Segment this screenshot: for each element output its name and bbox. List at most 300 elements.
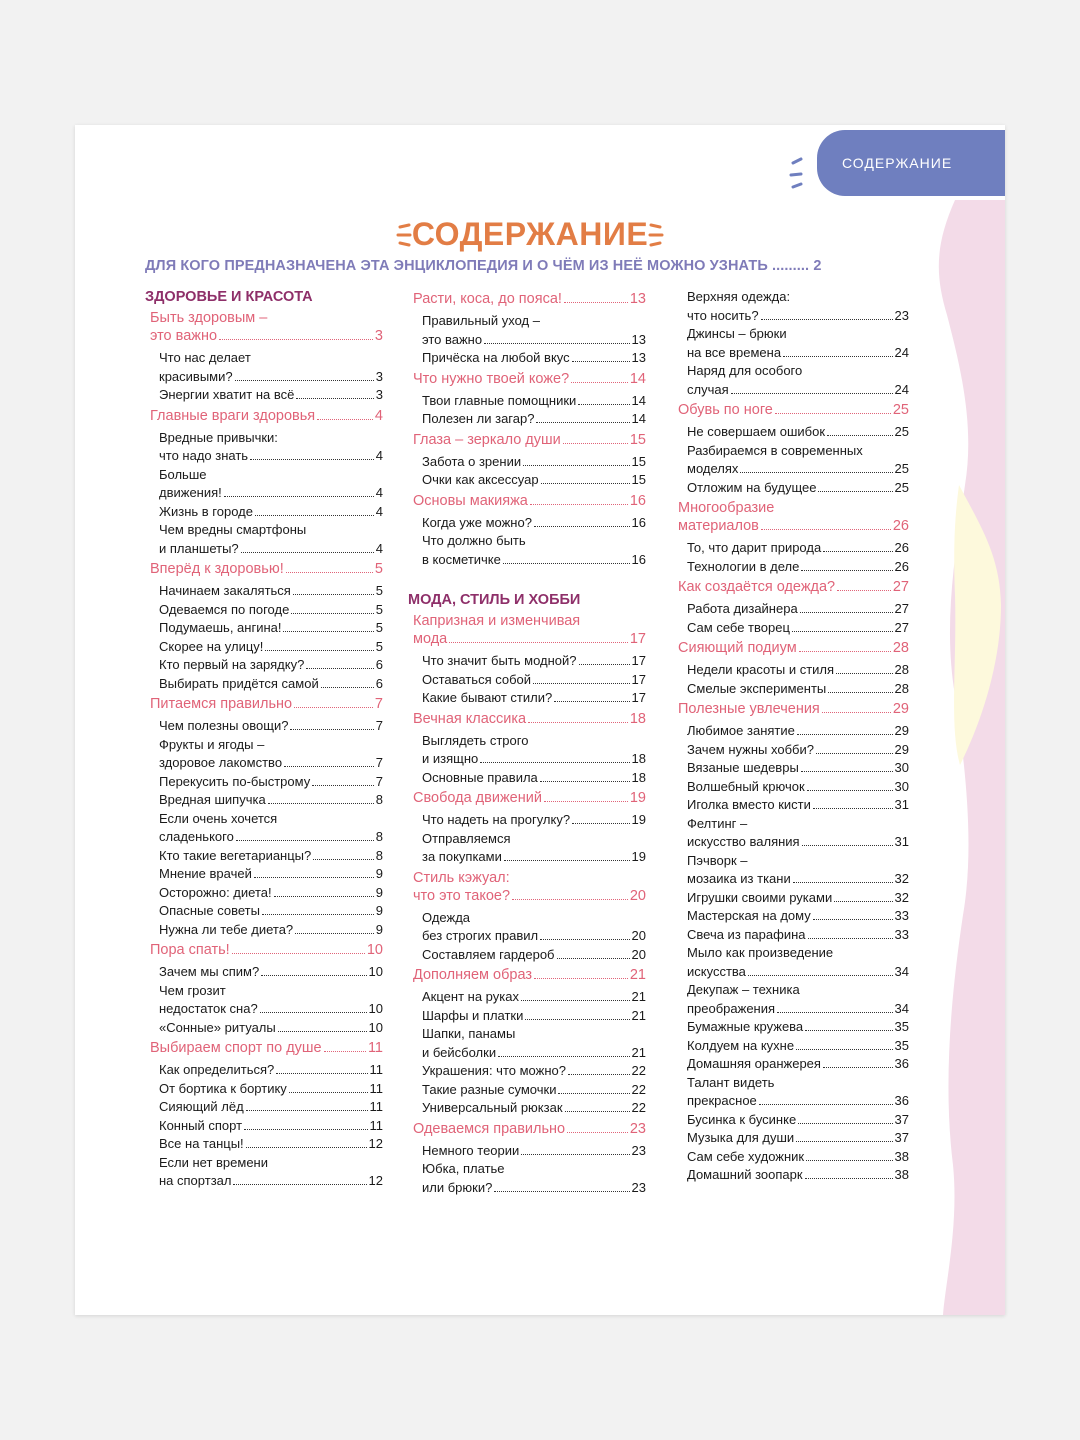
entry-title: Забота о зрении — [422, 453, 522, 469]
dot-leader — [540, 781, 630, 782]
toc-chapter[interactable] — [150, 941, 383, 959]
toc-item[interactable] — [687, 1111, 909, 1130]
toc-item[interactable] — [159, 773, 383, 792]
toc-item[interactable] — [687, 1166, 909, 1185]
dot-leader — [783, 356, 892, 357]
toc-chapter[interactable] — [413, 370, 646, 388]
toc-chapter[interactable] — [678, 401, 909, 419]
toc-item[interactable] — [422, 349, 646, 368]
page-number: 15 — [631, 472, 646, 487]
toc-column-3 — [673, 288, 909, 1185]
toc-chapter[interactable] — [678, 578, 909, 596]
title-right-rays-icon — [643, 223, 665, 249]
dot-leader — [813, 919, 893, 920]
dot-leader — [235, 380, 374, 381]
toc-item[interactable] — [422, 1081, 646, 1100]
dot-leader — [521, 1000, 630, 1001]
dot-leader — [449, 642, 628, 643]
page-number: 5 — [375, 583, 383, 598]
entry-title: и бейсболки — [422, 1044, 497, 1060]
page-number: 24 — [894, 344, 909, 360]
intro-title: ДЛЯ КОГО ПРЕДНАЗНАЧЕНА ЭТА ЭНЦИКЛОПЕДИЯ И О ЧЁМ ИЗ НЕЁ МОЖНО УЗНАТЬ — [145, 258, 768, 274]
page-number: 13 — [629, 291, 646, 307]
dot-leader — [283, 631, 373, 632]
page-number: 28 — [894, 662, 909, 677]
toc-item[interactable] — [687, 1055, 909, 1074]
entry-title: мозаика из ткани — [687, 871, 791, 886]
toc-item[interactable] — [687, 325, 909, 362]
toc-chapter[interactable] — [413, 1120, 646, 1138]
dot-leader — [557, 958, 630, 959]
page-number: 22 — [631, 1100, 646, 1115]
page-number: 25 — [894, 479, 909, 495]
toc-item[interactable] — [422, 1142, 646, 1161]
toc-chapter[interactable] — [678, 700, 909, 718]
toc-item[interactable] — [159, 521, 383, 558]
dot-leader — [828, 692, 892, 693]
page-number: 30 — [894, 760, 909, 775]
toc-chapter[interactable] — [150, 560, 383, 578]
entry-title: красивыми? — [159, 368, 233, 384]
toc-item[interactable] — [422, 909, 646, 946]
toc-item[interactable] — [159, 865, 383, 884]
toc-item[interactable] — [159, 656, 383, 675]
toc-item[interactable] — [422, 1007, 646, 1026]
entry-title: Отложим на будущее — [687, 479, 817, 495]
toc-chapter[interactable] — [150, 407, 383, 425]
toc-item[interactable] — [159, 386, 383, 405]
toc-item[interactable] — [422, 1025, 646, 1062]
toc-item[interactable] — [687, 852, 909, 889]
toc-item[interactable] — [159, 1061, 383, 1080]
toc-item[interactable] — [159, 619, 383, 638]
toc-column-1 — [145, 288, 383, 1191]
page-number: 8 — [375, 792, 383, 807]
section-heading: ЗДОРОВЬЕ И КРАСОТА — [145, 289, 313, 305]
toc-item[interactable] — [159, 902, 383, 921]
entry-title: Осторожно: диета! — [159, 884, 272, 900]
entry-title: моделях — [687, 461, 739, 476]
toc-item[interactable] — [687, 759, 909, 778]
toc-item[interactable] — [422, 689, 646, 708]
page-number: 17 — [629, 631, 646, 647]
toc-item[interactable] — [687, 722, 909, 741]
toc-item[interactable] — [687, 558, 909, 577]
entry-title: Колдуем на кухне — [687, 1037, 795, 1053]
page-number: 34 — [894, 1000, 909, 1016]
page-number: 19 — [631, 849, 646, 864]
toc-chapter[interactable] — [678, 639, 909, 657]
page-number: 23 — [894, 307, 909, 323]
entry-title: Музыка для души — [687, 1130, 795, 1145]
toc-chapter[interactable] — [678, 499, 909, 535]
toc-item[interactable] — [159, 1080, 383, 1099]
entry-title: Многообразие — [678, 500, 775, 516]
toc-item[interactable] — [687, 661, 909, 680]
page-number: 28 — [894, 680, 909, 696]
toc-item[interactable] — [422, 1160, 646, 1197]
toc-chapter[interactable] — [413, 966, 646, 984]
tab-rays-icon — [787, 155, 811, 195]
toc-item[interactable] — [687, 944, 909, 981]
entry-title: мода — [413, 631, 448, 647]
entry-title: Немного теории — [422, 1142, 520, 1158]
toc-item[interactable] — [422, 671, 646, 690]
dot-leader — [801, 771, 893, 772]
toc-item[interactable] — [159, 717, 383, 736]
entry-title: Если очень хочется — [159, 810, 278, 826]
entry-title: движения! — [159, 485, 222, 500]
page-number: 13 — [631, 350, 646, 365]
dot-leader — [294, 707, 373, 708]
entry-title: это важно — [150, 328, 218, 344]
page-number: 8 — [375, 847, 383, 863]
toc-chapter[interactable] — [413, 492, 646, 510]
toc-item[interactable] — [422, 532, 646, 569]
dot-leader — [568, 1074, 630, 1075]
toc-item[interactable] — [422, 769, 646, 788]
toc-item[interactable] — [422, 392, 646, 411]
toc-chapter[interactable] — [413, 431, 646, 449]
toc-item[interactable] — [159, 847, 383, 866]
intro-entry[interactable] — [145, 258, 925, 274]
toc-item[interactable] — [687, 1148, 909, 1167]
dot-leader — [554, 701, 629, 702]
entry-title: Мыло как произведение — [687, 945, 834, 960]
toc-item[interactable] — [159, 963, 383, 982]
entry-title: материалов — [678, 518, 759, 534]
toc-item[interactable] — [159, 1019, 383, 1038]
dot-leader — [254, 877, 374, 878]
entry-title: Что надеть на прогулку? — [422, 812, 571, 827]
toc-item[interactable] — [422, 732, 646, 769]
entry-title: Жизнь в городе — [159, 503, 253, 519]
toc-item[interactable] — [159, 1098, 383, 1117]
entry-title: Если нет времени — [159, 1154, 269, 1170]
entry-title: прекрасное — [687, 1093, 757, 1108]
dot-leader — [822, 712, 891, 713]
entry-title: преображения — [687, 1000, 776, 1016]
entry-title: Не совершаем ошибок — [687, 424, 826, 439]
toc-item[interactable] — [159, 429, 383, 466]
page-number: 28 — [892, 640, 909, 656]
page-number: 7 — [375, 718, 383, 733]
toc-item[interactable] — [687, 619, 909, 638]
toc-item[interactable] — [422, 471, 646, 490]
toc-item[interactable] — [687, 1018, 909, 1037]
page-number: 4 — [375, 540, 383, 556]
entry-title: Чем вредны смартфоны — [159, 522, 307, 537]
entry-title: Технологии в деле — [687, 558, 800, 574]
entry-title: Такие разные сумочки — [422, 1081, 557, 1097]
toc-item[interactable] — [687, 680, 909, 699]
dot-leader — [806, 1160, 892, 1161]
page-number: 14 — [629, 370, 646, 387]
toc-chapter[interactable] — [413, 612, 646, 648]
toc-item[interactable] — [159, 791, 383, 810]
toc-item[interactable] — [687, 741, 909, 760]
entry-title: Одежда — [422, 909, 471, 925]
toc-item[interactable] — [422, 946, 646, 965]
toc-item[interactable] — [687, 479, 909, 498]
page-number: 35 — [894, 1037, 909, 1053]
dot-leader — [540, 939, 629, 940]
toc-chapter[interactable] — [413, 710, 646, 728]
page-number: 5 — [375, 620, 383, 635]
page-number: 20 — [629, 887, 646, 904]
toc-column-2 — [408, 288, 646, 1197]
entry-title: Скорее на улицу! — [159, 638, 264, 654]
entry-title: Бумажные кружева — [687, 1019, 804, 1034]
toc-item[interactable] — [687, 442, 909, 479]
entry-title: Любимое занятие — [687, 723, 795, 738]
toc-item[interactable] — [687, 1129, 909, 1148]
toc-item[interactable] — [159, 1135, 383, 1154]
entry-title: Шарфы и платки — [422, 1007, 524, 1023]
toc-item[interactable] — [159, 884, 383, 903]
dot-leader — [578, 404, 629, 405]
toc-item[interactable] — [159, 1117, 383, 1136]
page-number: 23 — [629, 1120, 646, 1137]
dot-leader — [293, 594, 374, 595]
toc-item[interactable] — [159, 466, 383, 503]
dot-leader — [236, 840, 374, 841]
toc-item[interactable] — [159, 921, 383, 940]
page-number: 31 — [894, 797, 909, 812]
entry-title: Вперёд к здоровью! — [150, 561, 284, 577]
page-number: 23 — [631, 1142, 646, 1158]
page-number: 5 — [375, 601, 383, 617]
toc-item[interactable] — [159, 349, 383, 386]
dot-leader — [286, 572, 373, 573]
entry-title: Полезные увлечения — [678, 701, 820, 717]
page-number: 20 — [631, 928, 646, 943]
toc-item[interactable] — [422, 811, 646, 830]
toc-item[interactable] — [159, 503, 383, 522]
toc-item[interactable] — [422, 312, 646, 349]
entry-title: Иголка вместо кисти — [687, 797, 811, 812]
entry-title: это важно — [422, 331, 483, 347]
entry-title: Выбирать придётся самой — [159, 675, 319, 691]
page-number: 23 — [631, 1179, 646, 1195]
entry-title: Бусинка к бусинке — [687, 1111, 797, 1127]
entry-title: Основные правила — [422, 769, 538, 785]
entry-title: Фрукты и ягоды – — [159, 736, 265, 752]
toc-item[interactable] — [422, 652, 646, 671]
dot-leader — [544, 801, 628, 802]
entry-title: Вредные привычки: — [159, 429, 278, 445]
page-number: 7 — [375, 773, 383, 789]
dot-leader — [813, 808, 893, 809]
dot-leader — [533, 683, 629, 684]
page-number: 5 — [375, 638, 383, 654]
toc-chapter[interactable] — [413, 789, 646, 807]
dot-leader — [759, 1104, 893, 1105]
toc-item[interactable] — [687, 1074, 909, 1111]
page-number: 27 — [894, 601, 909, 616]
page-number: 32 — [894, 871, 909, 886]
toc-item[interactable] — [422, 1062, 646, 1081]
toc-item[interactable] — [687, 815, 909, 852]
entry-title: или брюки? — [422, 1179, 493, 1195]
page-number: 11 — [367, 1040, 383, 1056]
dot-leader — [836, 673, 892, 674]
toc-item[interactable] — [159, 582, 383, 601]
entry-title: Составляем гардероб — [422, 946, 555, 962]
dot-leader — [246, 1147, 367, 1148]
dot-leader — [306, 668, 373, 669]
page-number: 21 — [631, 1007, 646, 1023]
page-number: 16 — [629, 492, 646, 509]
page-number: 20 — [631, 946, 646, 962]
toc-item[interactable] — [159, 736, 383, 773]
page-number: 29 — [892, 701, 909, 717]
page-number: 25 — [894, 461, 909, 476]
dot-leader — [262, 914, 374, 915]
entry-title: Джинсы – брюки — [687, 326, 787, 341]
page-number: 37 — [894, 1111, 909, 1127]
toc-chapter[interactable] — [413, 869, 646, 905]
entry-title: Чем грозит — [159, 982, 226, 998]
page-number: 4 — [375, 448, 383, 463]
dot-leader — [792, 631, 893, 632]
toc-item[interactable] — [687, 423, 909, 442]
dot-leader — [818, 491, 892, 492]
dot-leader — [289, 1092, 368, 1093]
toc-item[interactable] — [159, 1154, 383, 1191]
dot-leader — [278, 1031, 367, 1032]
page-number: 21 — [631, 989, 646, 1004]
toc-chapter[interactable] — [150, 1039, 383, 1057]
page-number: 10 — [368, 1001, 383, 1016]
toc-item[interactable] — [687, 778, 909, 797]
toc-item[interactable] — [687, 288, 909, 325]
toc-item[interactable] — [422, 453, 646, 472]
page-number: 29 — [894, 723, 909, 738]
entry-title: без строгих правил — [422, 928, 539, 943]
toc-item[interactable] — [687, 362, 909, 399]
toc-chapter[interactable] — [150, 695, 383, 713]
dot-leader — [232, 953, 365, 954]
toc-item[interactable] — [687, 600, 909, 619]
toc-item[interactable] — [687, 926, 909, 945]
toc-item[interactable] — [422, 514, 646, 533]
toc-item[interactable] — [159, 982, 383, 1019]
page-number: 30 — [894, 778, 909, 794]
section-tab — [817, 130, 1005, 196]
dot-leader — [797, 734, 893, 735]
toc-item[interactable] — [687, 981, 909, 1018]
page-number: 14 — [631, 392, 646, 408]
dot-leader — [796, 1141, 892, 1142]
entry-title: Опасные советы — [159, 903, 260, 918]
entry-title: Как создаётся одежда? — [678, 579, 836, 595]
toc-item[interactable] — [422, 1099, 646, 1118]
toc-item[interactable] — [422, 830, 646, 867]
entry-title: Как определиться? — [159, 1062, 275, 1077]
dot-leader — [261, 975, 366, 976]
toc-item[interactable] — [422, 410, 646, 429]
entry-title: Что нужно твоей коже? — [413, 370, 570, 387]
page-number: 17 — [631, 690, 646, 705]
toc-item[interactable] — [687, 889, 909, 908]
toc-item[interactable] — [159, 675, 383, 694]
entry-title: Зачем нужны хобби? — [687, 741, 814, 757]
dot-leader — [534, 978, 628, 979]
entry-title: недостаток сна? — [159, 1001, 258, 1016]
dot-leader — [312, 785, 374, 786]
book-page — [75, 125, 1005, 1315]
toc-item[interactable] — [687, 796, 909, 815]
toc-item[interactable] — [687, 1037, 909, 1056]
dot-leader — [567, 1132, 628, 1133]
entry-title: что надо знать — [159, 448, 249, 463]
entry-title: что носить? — [687, 307, 759, 323]
entry-title: Верхняя одежда: — [687, 289, 791, 304]
page-number: 26 — [894, 540, 909, 555]
entry-title: Юбка, платье — [422, 1161, 505, 1176]
entry-title: Кто первый на зарядку? — [159, 657, 305, 672]
page-number: 32 — [894, 889, 909, 905]
toc-item[interactable] — [687, 539, 909, 558]
page-number: 33 — [894, 908, 909, 923]
dot-leader — [805, 1030, 892, 1031]
entry-title: Талант видеть — [687, 1074, 775, 1090]
page-number: 9 — [375, 866, 383, 881]
page-number: 7 — [375, 755, 383, 770]
page-number: 14 — [631, 411, 646, 426]
entry-title: Игрушки своими руками — [687, 889, 833, 905]
entry-title: Дополняем образ — [413, 967, 533, 983]
entry-title: на спортзал — [159, 1173, 232, 1188]
entry-title: Быть здоровым – — [150, 310, 268, 326]
entry-title: случая — [687, 381, 729, 397]
entry-title: что это такое? — [413, 887, 511, 904]
entry-title: Мастерская на дому — [687, 908, 811, 923]
entry-title: Конный спорт — [159, 1117, 243, 1133]
toc-chapter[interactable] — [150, 309, 383, 345]
entry-title: Выглядеть строго — [422, 732, 529, 748]
page-number: 6 — [375, 675, 383, 691]
toc-item[interactable] — [159, 638, 383, 657]
toc-item[interactable] — [159, 810, 383, 847]
dot-leader — [233, 1184, 366, 1185]
toc-item[interactable] — [422, 988, 646, 1007]
entry-title: Что значит быть модной? — [422, 653, 577, 668]
entry-title: искусство валяния — [687, 834, 800, 849]
toc-item[interactable] — [687, 907, 909, 926]
section-tab-label: СОДЕРЖАНИЕ — [842, 155, 953, 171]
page-number: 4 — [375, 503, 383, 519]
dot-leader — [313, 859, 374, 860]
page-number: 15 — [629, 431, 646, 448]
dot-leader — [823, 1067, 893, 1068]
entry-title: Вредная шипучка — [159, 792, 266, 807]
entry-title: Капризная и изменчивая — [413, 613, 581, 629]
page-number: 35 — [894, 1019, 909, 1034]
entry-title: Чем полезны овощи? — [159, 718, 289, 733]
entry-title: Перекусить по-быстрому — [159, 773, 311, 789]
page-number: 18 — [631, 769, 646, 785]
dot-leader — [775, 413, 891, 414]
dot-leader — [740, 472, 892, 473]
entry-title: на все времена — [687, 344, 782, 360]
page-number: 18 — [629, 710, 646, 727]
toc-item[interactable] — [159, 601, 383, 620]
entry-title: здоровое лакомство — [159, 755, 283, 770]
entry-title: Пора спать! — [150, 942, 230, 958]
toc-chapter[interactable] — [413, 290, 646, 308]
